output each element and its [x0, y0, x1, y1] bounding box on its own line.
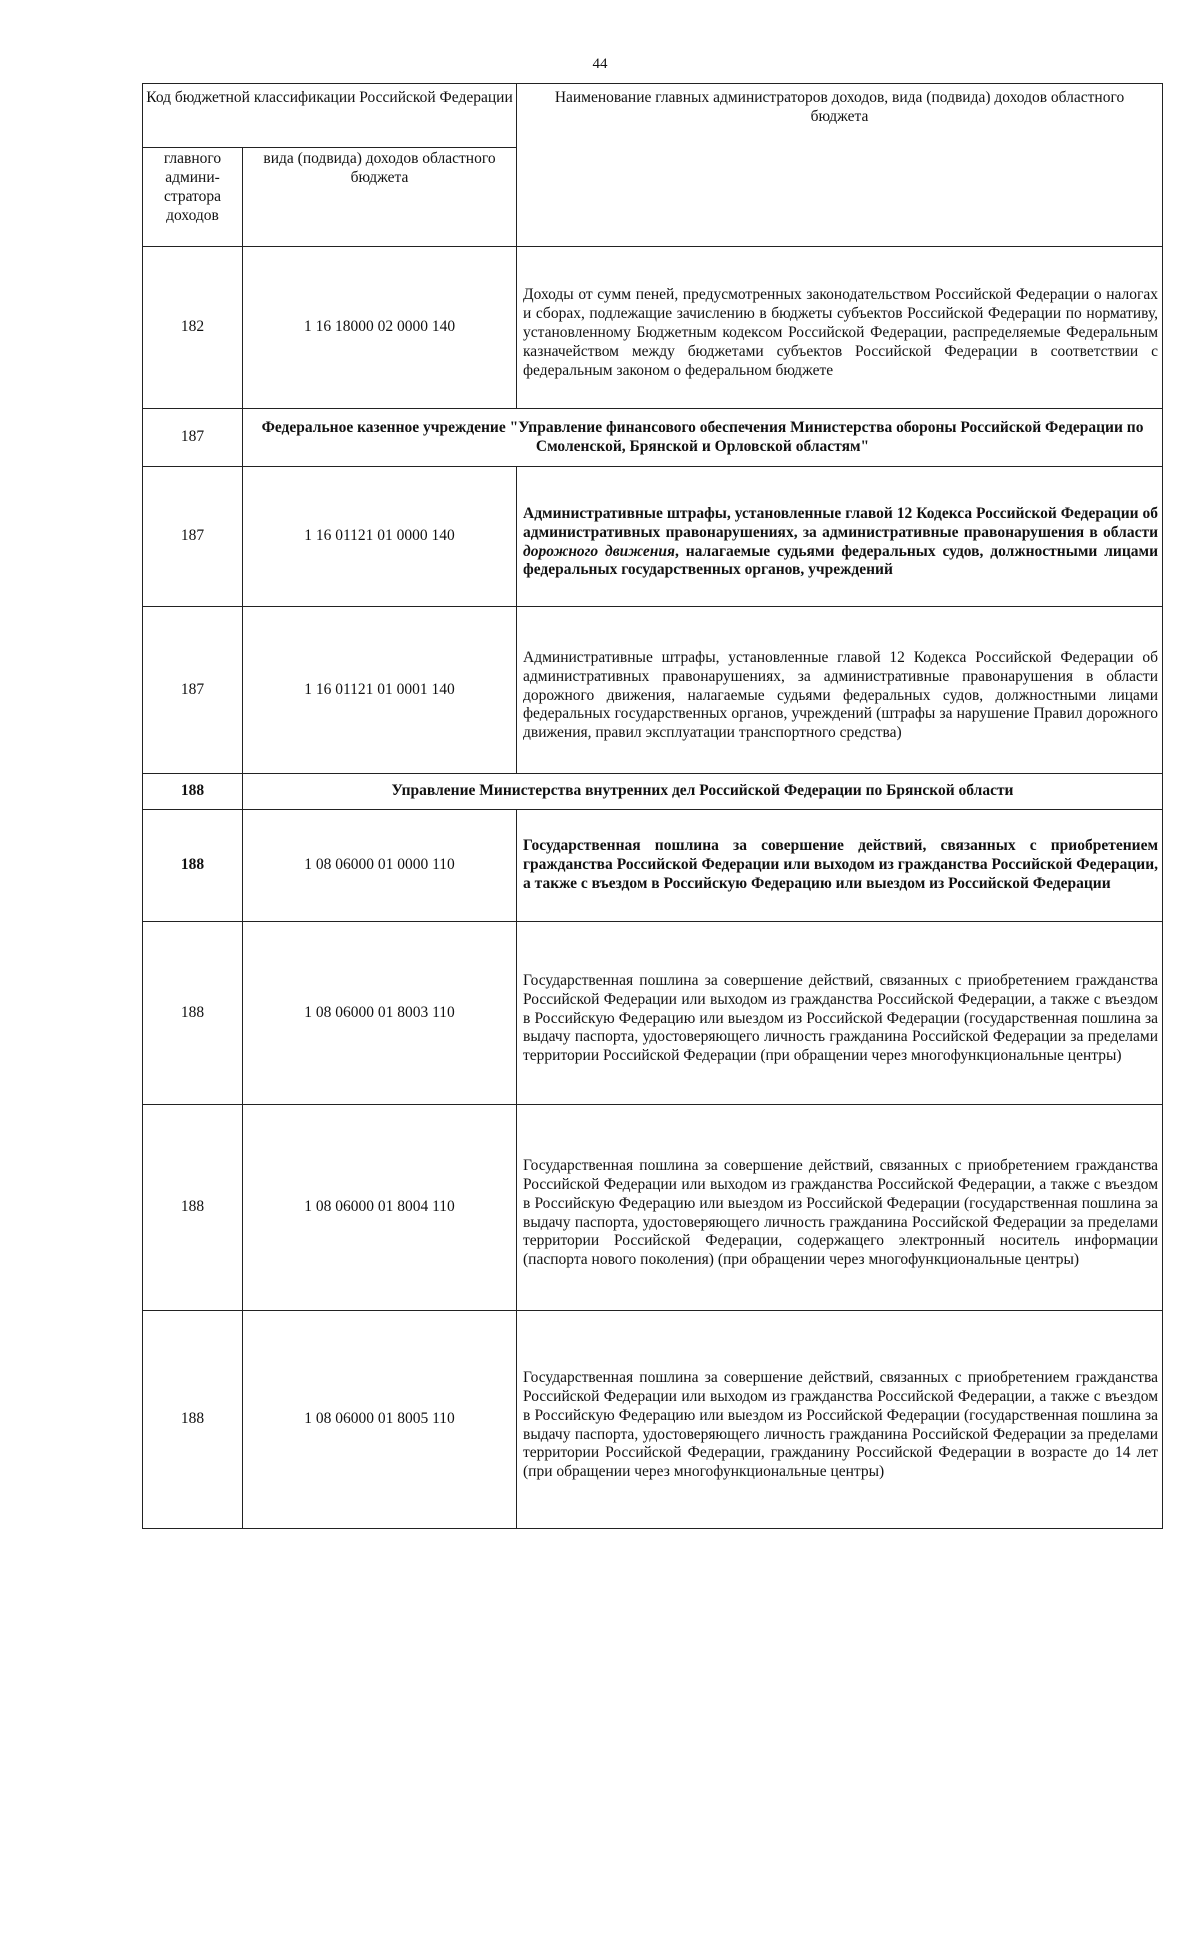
header-name-column: Наименование главных администраторов доходов, вида (подвида) доходов областного бюджета: [517, 84, 1163, 247]
page-number: 44: [592, 56, 608, 72]
revenue-code: 1 08 06000 01 8004 110: [243, 1105, 517, 1311]
table-row: [143, 922, 1163, 1105]
admin-code: 187: [143, 409, 243, 467]
table-row: [143, 1311, 1163, 1529]
header-classification-code: Код бюджетной классификации Российской Федерации: [143, 84, 517, 148]
header-admin-column: главного админи-стратора доходов: [143, 148, 243, 247]
admin-code: 188: [143, 774, 243, 810]
revenue-name-part: Административные штрафы, установленные главой 12 Кодекса Российской Федерации об административных правонарушениях, за административные правонарушения в области: [523, 504, 1159, 541]
table-row: [143, 1105, 1163, 1311]
revenue-name: Государственная пошлина за совершение действий, связанных с приобретением гражданства Российской Федерации или выходом из гражданства Российской Федерации, а также с въездом в Российскую Федерацию или выездом из Российской Федерации (государственная пошлина за выдачу паспорта, удостоверяющего личность гражданина Российской Федерации за пределами территории Российской Федерации, содержащего электронный носитель информации (паспорта нового поколения) (при обращении через многофункциональные центры): [517, 1105, 1163, 1311]
admin-code: 188: [143, 922, 243, 1105]
table-row: [143, 607, 1163, 774]
table-row: [143, 467, 1163, 607]
revenue-code: 1 08 06000 01 8005 110: [243, 1311, 517, 1529]
revenue-code: 1 08 06000 01 0000 110: [243, 810, 517, 922]
table-row-organization: [143, 774, 1163, 810]
revenue-name-italic: дорожного движения: [523, 542, 675, 560]
revenue-name: Государственная пошлина за совершение действий, связанных с приобретением гражданства Российской Федерации или выходом из гражданства Российской Федерации, а также с въездом в Российскую Федерацию или выездом из Российской Федерации (государственная пошлина за выдачу паспорта, удостоверяющего личность гражданина Российской Федерации за пределами территории Российской Федерации, гражданину Российской Федерации в возрасте до 14 лет (при обращении через многофункциональные центры): [517, 1311, 1163, 1529]
revenue-classification-table: [142, 83, 1163, 1529]
header-row-top: [143, 84, 1163, 148]
revenue-name: [517, 467, 1163, 607]
table-row-organization: [143, 409, 1163, 467]
revenue-code: 1 16 01121 01 0000 140: [243, 467, 517, 607]
revenue-name: Государственная пошлина за совершение действий, связанных с приобретением гражданства Российской Федерации или выходом из гражданства Российской Федерации, а также с въездом в Российскую Федерацию или выездом из Российской Федерации (государственная пошлина за выдачу паспорта, удостоверяющего личность гражданина Российской Федерации за пределами территории Российской Федерации (при обращении через многофункциональные центры): [517, 922, 1163, 1105]
admin-code: 182: [143, 247, 243, 409]
revenue-name: Доходы от сумм пеней, предусмотренных законодательством Российской Федерации о налогах и сборах, подлежащие зачислению в бюджеты субъектов Российской Федерации по нормативу, установленному Бюджетным кодексом Российской Федерации, распределяемые Федеральным казначейством между бюджетами субъектов Российской Федерации в соответствии с федеральным законом о федеральном бюджете: [517, 247, 1163, 409]
organization-title: Управление Министерства внутренних дел Российской Федерации по Брянской области: [243, 774, 1163, 810]
revenue-name: Государственная пошлина за совершение действий, связанных с приобретением гражданства Российской Федерации или выходом из гражданства Российской Федерации, а также с въездом в Российскую Федерацию или выездом из Российской Федерации: [517, 810, 1163, 922]
admin-code: 187: [143, 607, 243, 774]
organization-title: Федеральное казенное учреждение "Управление финансового обеспечения Министерства обороны Российской Федерации по Смоленской, Брянской и Орловской областям": [243, 409, 1163, 467]
table-row: [143, 247, 1163, 409]
revenue-name-part: , налагаемые судьями федеральных судов, должностными лицами федеральных государственных органов, учреждений: [523, 542, 1159, 579]
revenue-name: Административные штрафы, установленные главой 12 Кодекса Российской Федерации об административных правонарушениях, за административные правонарушения в области дорожного движения, налагаемые судьями федеральных судов, должностными лицами федеральных государственных органов, учреждений (штрафы за нарушение Правил дорожного движения, правил эксплуатации транспортного средства): [517, 607, 1163, 774]
header-revenue-type-column: вида (подвида) доходов областного бюджета: [243, 148, 517, 247]
table-row: [143, 810, 1163, 922]
admin-code: 187: [143, 467, 243, 607]
revenue-code: 1 16 01121 01 0001 140: [243, 607, 517, 774]
revenue-code: 1 16 18000 02 0000 140: [243, 247, 517, 409]
admin-code: 188: [143, 1311, 243, 1529]
revenue-code: 1 08 06000 01 8003 110: [243, 922, 517, 1105]
admin-code: 188: [143, 1105, 243, 1311]
admin-code: 188: [143, 810, 243, 922]
